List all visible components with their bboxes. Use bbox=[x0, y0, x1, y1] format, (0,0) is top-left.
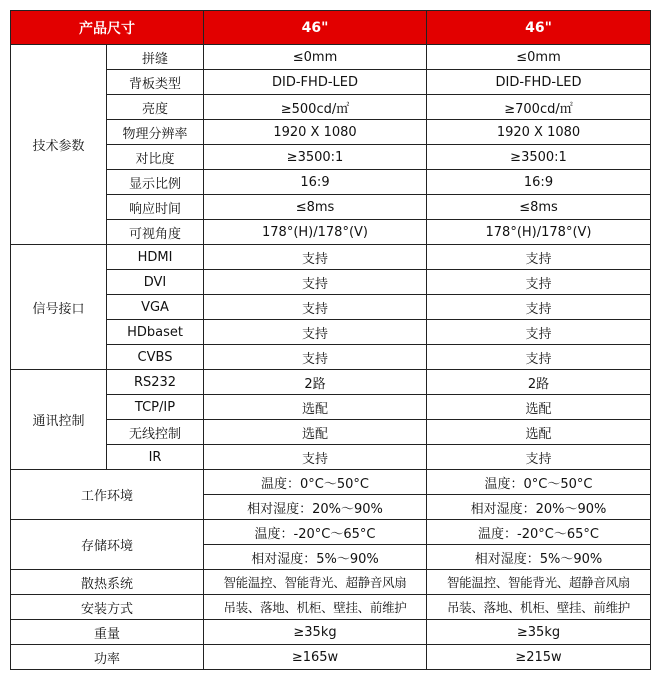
group-label-tech: 技术参数 bbox=[11, 45, 107, 245]
row-label: VGA bbox=[107, 295, 204, 320]
cell-value: 支持 bbox=[427, 345, 651, 370]
cell-value: 支持 bbox=[427, 445, 651, 470]
cell-value: ≥3500:1 bbox=[427, 145, 651, 170]
row-label: RS232 bbox=[107, 370, 204, 395]
cell-value: ≥215w bbox=[427, 645, 651, 670]
table-row bbox=[11, 220, 651, 245]
spec-table bbox=[10, 10, 651, 670]
row-label: HDMI bbox=[107, 245, 204, 270]
row-label: 亮度 bbox=[107, 95, 204, 120]
cell-value: ≥165w bbox=[204, 645, 427, 670]
cell-value: 选配 bbox=[427, 395, 651, 420]
cell-value: 智能温控、智能背光、超静音风扇 bbox=[204, 570, 427, 595]
cell-value: ≤8ms bbox=[427, 195, 651, 220]
cell-value: 1920 X 1080 bbox=[204, 120, 427, 145]
cell-value: 178°(H)/178°(V) bbox=[427, 220, 651, 245]
cell-value: 支持 bbox=[427, 320, 651, 345]
table-row bbox=[11, 370, 651, 395]
cell-value: ≥500cd/㎡ bbox=[204, 95, 427, 120]
cell-value: DID-FHD-LED bbox=[427, 70, 651, 95]
cell-value: 吊装、落地、机柜、壁挂、前维护 bbox=[427, 595, 651, 620]
cell-value: DID-FHD-LED bbox=[204, 70, 427, 95]
cell-value: 1920 X 1080 bbox=[427, 120, 651, 145]
cell-value: 相对湿度：5%～90% bbox=[427, 545, 651, 570]
table-row bbox=[11, 245, 651, 270]
install-label: 安装方式 bbox=[11, 595, 204, 620]
table-row bbox=[11, 620, 651, 645]
group-label-signal: 信号接口 bbox=[11, 245, 107, 370]
row-label: 显示比例 bbox=[107, 170, 204, 195]
row-label: DVI bbox=[107, 270, 204, 295]
table-row bbox=[11, 45, 651, 70]
cell-value: 温度：0°C～50°C bbox=[204, 470, 427, 495]
row-label: IR bbox=[107, 445, 204, 470]
weight-label: 重量 bbox=[11, 620, 204, 645]
cell-value: 选配 bbox=[427, 420, 651, 445]
cell-value: 16:9 bbox=[427, 170, 651, 195]
cell-value: 相对湿度：5%～90% bbox=[204, 545, 427, 570]
table-row bbox=[11, 420, 651, 445]
row-label: 对比度 bbox=[107, 145, 204, 170]
power-label: 功率 bbox=[11, 645, 204, 670]
table-row bbox=[11, 570, 651, 595]
row-label: HDbaset bbox=[107, 320, 204, 345]
cell-value: ≤0mm bbox=[427, 45, 651, 70]
cell-value: ≥35kg bbox=[204, 620, 427, 645]
row-label: 物理分辨率 bbox=[107, 120, 204, 145]
row-label: 拼缝 bbox=[107, 45, 204, 70]
cell-value: 支持 bbox=[204, 445, 427, 470]
cell-value: 2路 bbox=[427, 370, 651, 395]
cell-value: 178°(H)/178°(V) bbox=[204, 220, 427, 245]
table-row bbox=[11, 520, 651, 545]
cell-value: 支持 bbox=[204, 270, 427, 295]
cell-value: 选配 bbox=[204, 420, 427, 445]
cell-value: 支持 bbox=[204, 295, 427, 320]
cell-value: ≤0mm bbox=[204, 45, 427, 70]
cell-value: 温度：-20°C～65°C bbox=[204, 520, 427, 545]
table-row bbox=[11, 395, 651, 420]
cell-value: 支持 bbox=[204, 245, 427, 270]
header-row bbox=[11, 11, 651, 45]
row-label: 响应时间 bbox=[107, 195, 204, 220]
table-row bbox=[11, 320, 651, 345]
cell-value: 支持 bbox=[204, 345, 427, 370]
row-label: 无线控制 bbox=[107, 420, 204, 445]
cell-value: 支持 bbox=[427, 295, 651, 320]
cell-value: 相对湿度：20%～90% bbox=[204, 495, 427, 520]
table-row bbox=[11, 195, 651, 220]
cell-value: 16:9 bbox=[204, 170, 427, 195]
table-row bbox=[11, 595, 651, 620]
table-row bbox=[11, 145, 651, 170]
header-label: 产品尺寸 bbox=[11, 11, 204, 45]
header-col-1: 46" bbox=[204, 11, 427, 45]
row-label: CVBS bbox=[107, 345, 204, 370]
cell-value: ≤8ms bbox=[204, 195, 427, 220]
table-row bbox=[11, 70, 651, 95]
work-env-label: 工作环境 bbox=[11, 470, 204, 520]
cell-value: 支持 bbox=[427, 245, 651, 270]
cell-value: ≥35kg bbox=[427, 620, 651, 645]
row-label: TCP/IP bbox=[107, 395, 204, 420]
table-row bbox=[11, 295, 651, 320]
group-label-comm: 通讯控制 bbox=[11, 370, 107, 470]
table-row bbox=[11, 445, 651, 470]
cell-value: 支持 bbox=[204, 320, 427, 345]
cell-value: 支持 bbox=[427, 270, 651, 295]
header-col-2: 46" bbox=[427, 11, 651, 45]
cell-value: ≥700cd/㎡ bbox=[427, 95, 651, 120]
table-row bbox=[11, 270, 651, 295]
cell-value: 选配 bbox=[204, 395, 427, 420]
table-row bbox=[11, 95, 651, 120]
cell-value: 2路 bbox=[204, 370, 427, 395]
cell-value: 相对湿度：20%～90% bbox=[427, 495, 651, 520]
storage-env-label: 存储环境 bbox=[11, 520, 204, 570]
cell-value: 吊装、落地、机柜、壁挂、前维护 bbox=[204, 595, 427, 620]
cell-value: 温度：0°C～50°C bbox=[427, 470, 651, 495]
cooling-label: 散热系统 bbox=[11, 570, 204, 595]
cell-value: 温度：-20°C～65°C bbox=[427, 520, 651, 545]
table-row bbox=[11, 120, 651, 145]
row-label: 背板类型 bbox=[107, 70, 204, 95]
table-row bbox=[11, 170, 651, 195]
cell-value: ≥3500:1 bbox=[204, 145, 427, 170]
table-row bbox=[11, 345, 651, 370]
cell-value: 智能温控、智能背光、超静音风扇 bbox=[427, 570, 651, 595]
row-label: 可视角度 bbox=[107, 220, 204, 245]
table-row bbox=[11, 470, 651, 495]
table-row bbox=[11, 645, 651, 670]
